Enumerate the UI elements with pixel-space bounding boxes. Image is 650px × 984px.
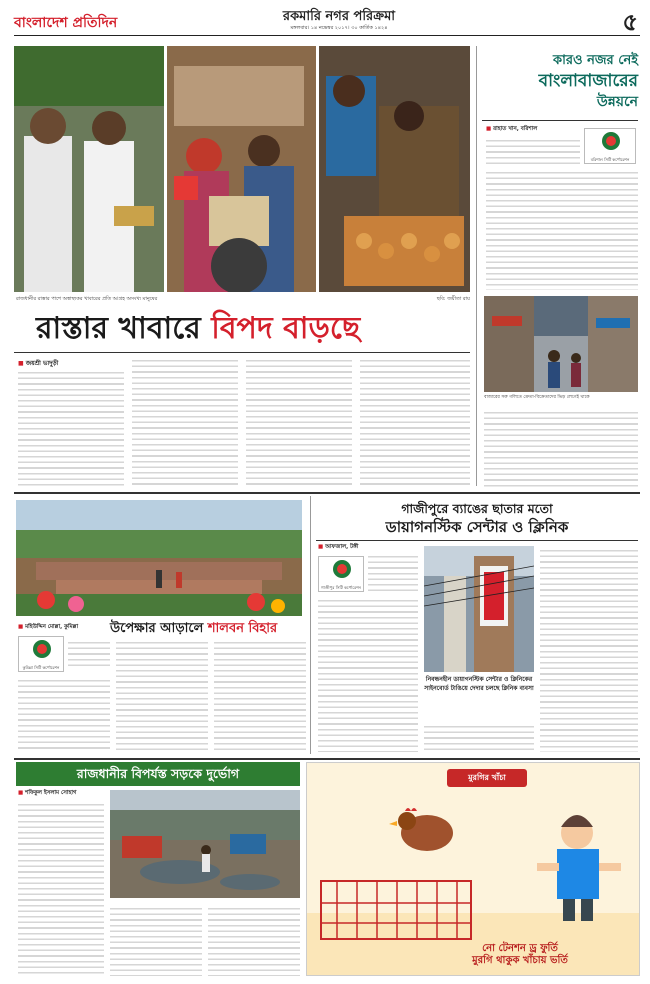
story1-body-col2 [132, 356, 238, 488]
story2-body-cont [484, 408, 638, 488]
story2-headline: কারও নজর নেই বাংলাবাজারের উন্নয়নে [538, 53, 638, 110]
market-street-photo [484, 296, 638, 392]
story1-byline: ■ জয়শ্রী ভাদুড়ী [18, 360, 59, 367]
street-food-photo-collage [14, 46, 470, 292]
city-corporation-emblem-icon [19, 637, 65, 661]
story3-body-col1 [18, 676, 110, 752]
barisal-market-photo [484, 296, 638, 392]
logo-caption: বরিশাল সিটি কর্পোরেশন [590, 157, 630, 162]
story5-byline: ■ শফিকুল ইসলাম সোহাগ [18, 790, 77, 796]
city-corporation-emblem-icon [585, 129, 637, 153]
ad-slogan: নো টেনশন ড্র ফুর্তি মুরগি থাকুক খাঁচায় ভর্তি [472, 943, 568, 966]
story3-body-col3 [214, 638, 306, 752]
story1-body-col3 [246, 356, 352, 488]
divider [316, 540, 638, 541]
diagnostic-signboard-photo [424, 546, 534, 672]
story2-photo-caption: বাজারের সরু গলিতে ক্রেতা-বিক্রেতাদের ভিড় লেগেই থাকে [484, 395, 590, 400]
column-divider [310, 496, 311, 754]
story4-photo-caption: নিবন্ধনহীন ডায়াগনস্টিক সেন্টার ও ক্লিনিকের সাইনবোর্ড টাঙিয়ে দেদার চলছে ক্লিনিক ব্যবসা [424, 676, 534, 692]
headline-part-red: বিপদ বাড়ছে [211, 311, 361, 346]
story2-byline: ■ রাহাত খান, বরিশাল [486, 126, 538, 132]
photo-credit: ছবি: জয়ীতা রায় [436, 296, 470, 302]
story3-body-col1a [68, 638, 110, 668]
bihar-ruins-photo [16, 500, 302, 616]
logo-caption: গাজীপুর সিটি কর্পোরেশন [321, 585, 361, 590]
masthead [14, 6, 640, 36]
city-corporation-emblem-icon [319, 557, 365, 581]
divider [14, 352, 470, 353]
broken-road-photo [110, 790, 300, 898]
column-divider [476, 46, 477, 486]
page-number: ৫ [622, 8, 638, 36]
street-food-photo [14, 46, 470, 292]
story1-headline [36, 308, 476, 350]
story1-body-col1 [18, 368, 124, 488]
story3-body-col2 [116, 638, 208, 752]
shalban-bihar-photo [16, 500, 302, 616]
story5-body-col1 [18, 800, 104, 976]
date-line: মঙ্গলবার। ১৪ নভেম্বর ২০১৭। ৩০ কার্তিক ১৪২৪ [290, 25, 388, 31]
barisal-city-corp-logo [584, 128, 636, 164]
advertisement[interactable] [306, 762, 640, 976]
damaged-road-photo [110, 790, 300, 898]
story5-headline: রাজধানীর বিপর্যস্ত সড়কে দুর্ভোগ [76, 766, 240, 781]
signboard-street-photo [424, 546, 534, 672]
logo-caption: কুমিল্লা সিটি কর্পোরেশন [22, 665, 60, 670]
story4-body-col2 [540, 546, 638, 752]
gazipur-city-corp-logo [318, 556, 364, 592]
story5-body-col2 [110, 904, 202, 976]
story5-body-col3 [208, 904, 300, 976]
story1-body-col4 [360, 356, 470, 488]
story5-headline-box [16, 762, 300, 786]
story3-byline: ■ মহিউদ্দিন মোল্লা, কুমিল্লা [18, 624, 79, 630]
headline-part: রাস্তার খাবারে [36, 311, 201, 346]
paper-logo: বাংলাদেশ প্রতিদিন [14, 15, 118, 31]
ad-brand: মুরগির খাঁচা [447, 769, 527, 787]
story4-body-col1a [368, 552, 418, 592]
section-title: রকমারি নগর পরিক্রমা [282, 9, 396, 24]
photo-caption: রাজধানীর রাস্তার পাশে অস্বাস্থ্যকর খাবারের প্রতি আগ্রহ অসংখ্য মানুষের [16, 296, 158, 302]
divider [14, 492, 640, 494]
divider [14, 758, 640, 760]
story4-byline: ■ আফজাল, টঙ্গী [318, 544, 359, 550]
divider [482, 120, 638, 121]
comilla-city-corp-logo [18, 636, 64, 672]
story2-body-full [486, 168, 638, 290]
story4-headline: গাজীপুরে ব্যাঙের ছাতার মতো ডায়াগনস্টিক সেন্টার ও ক্লিনিক [385, 501, 569, 536]
story4-body-col1 [318, 596, 418, 752]
story3-headline: উপেক্ষার আড়ালে শালবন বিহার [110, 621, 278, 636]
story4-body-under-caption [424, 722, 534, 752]
